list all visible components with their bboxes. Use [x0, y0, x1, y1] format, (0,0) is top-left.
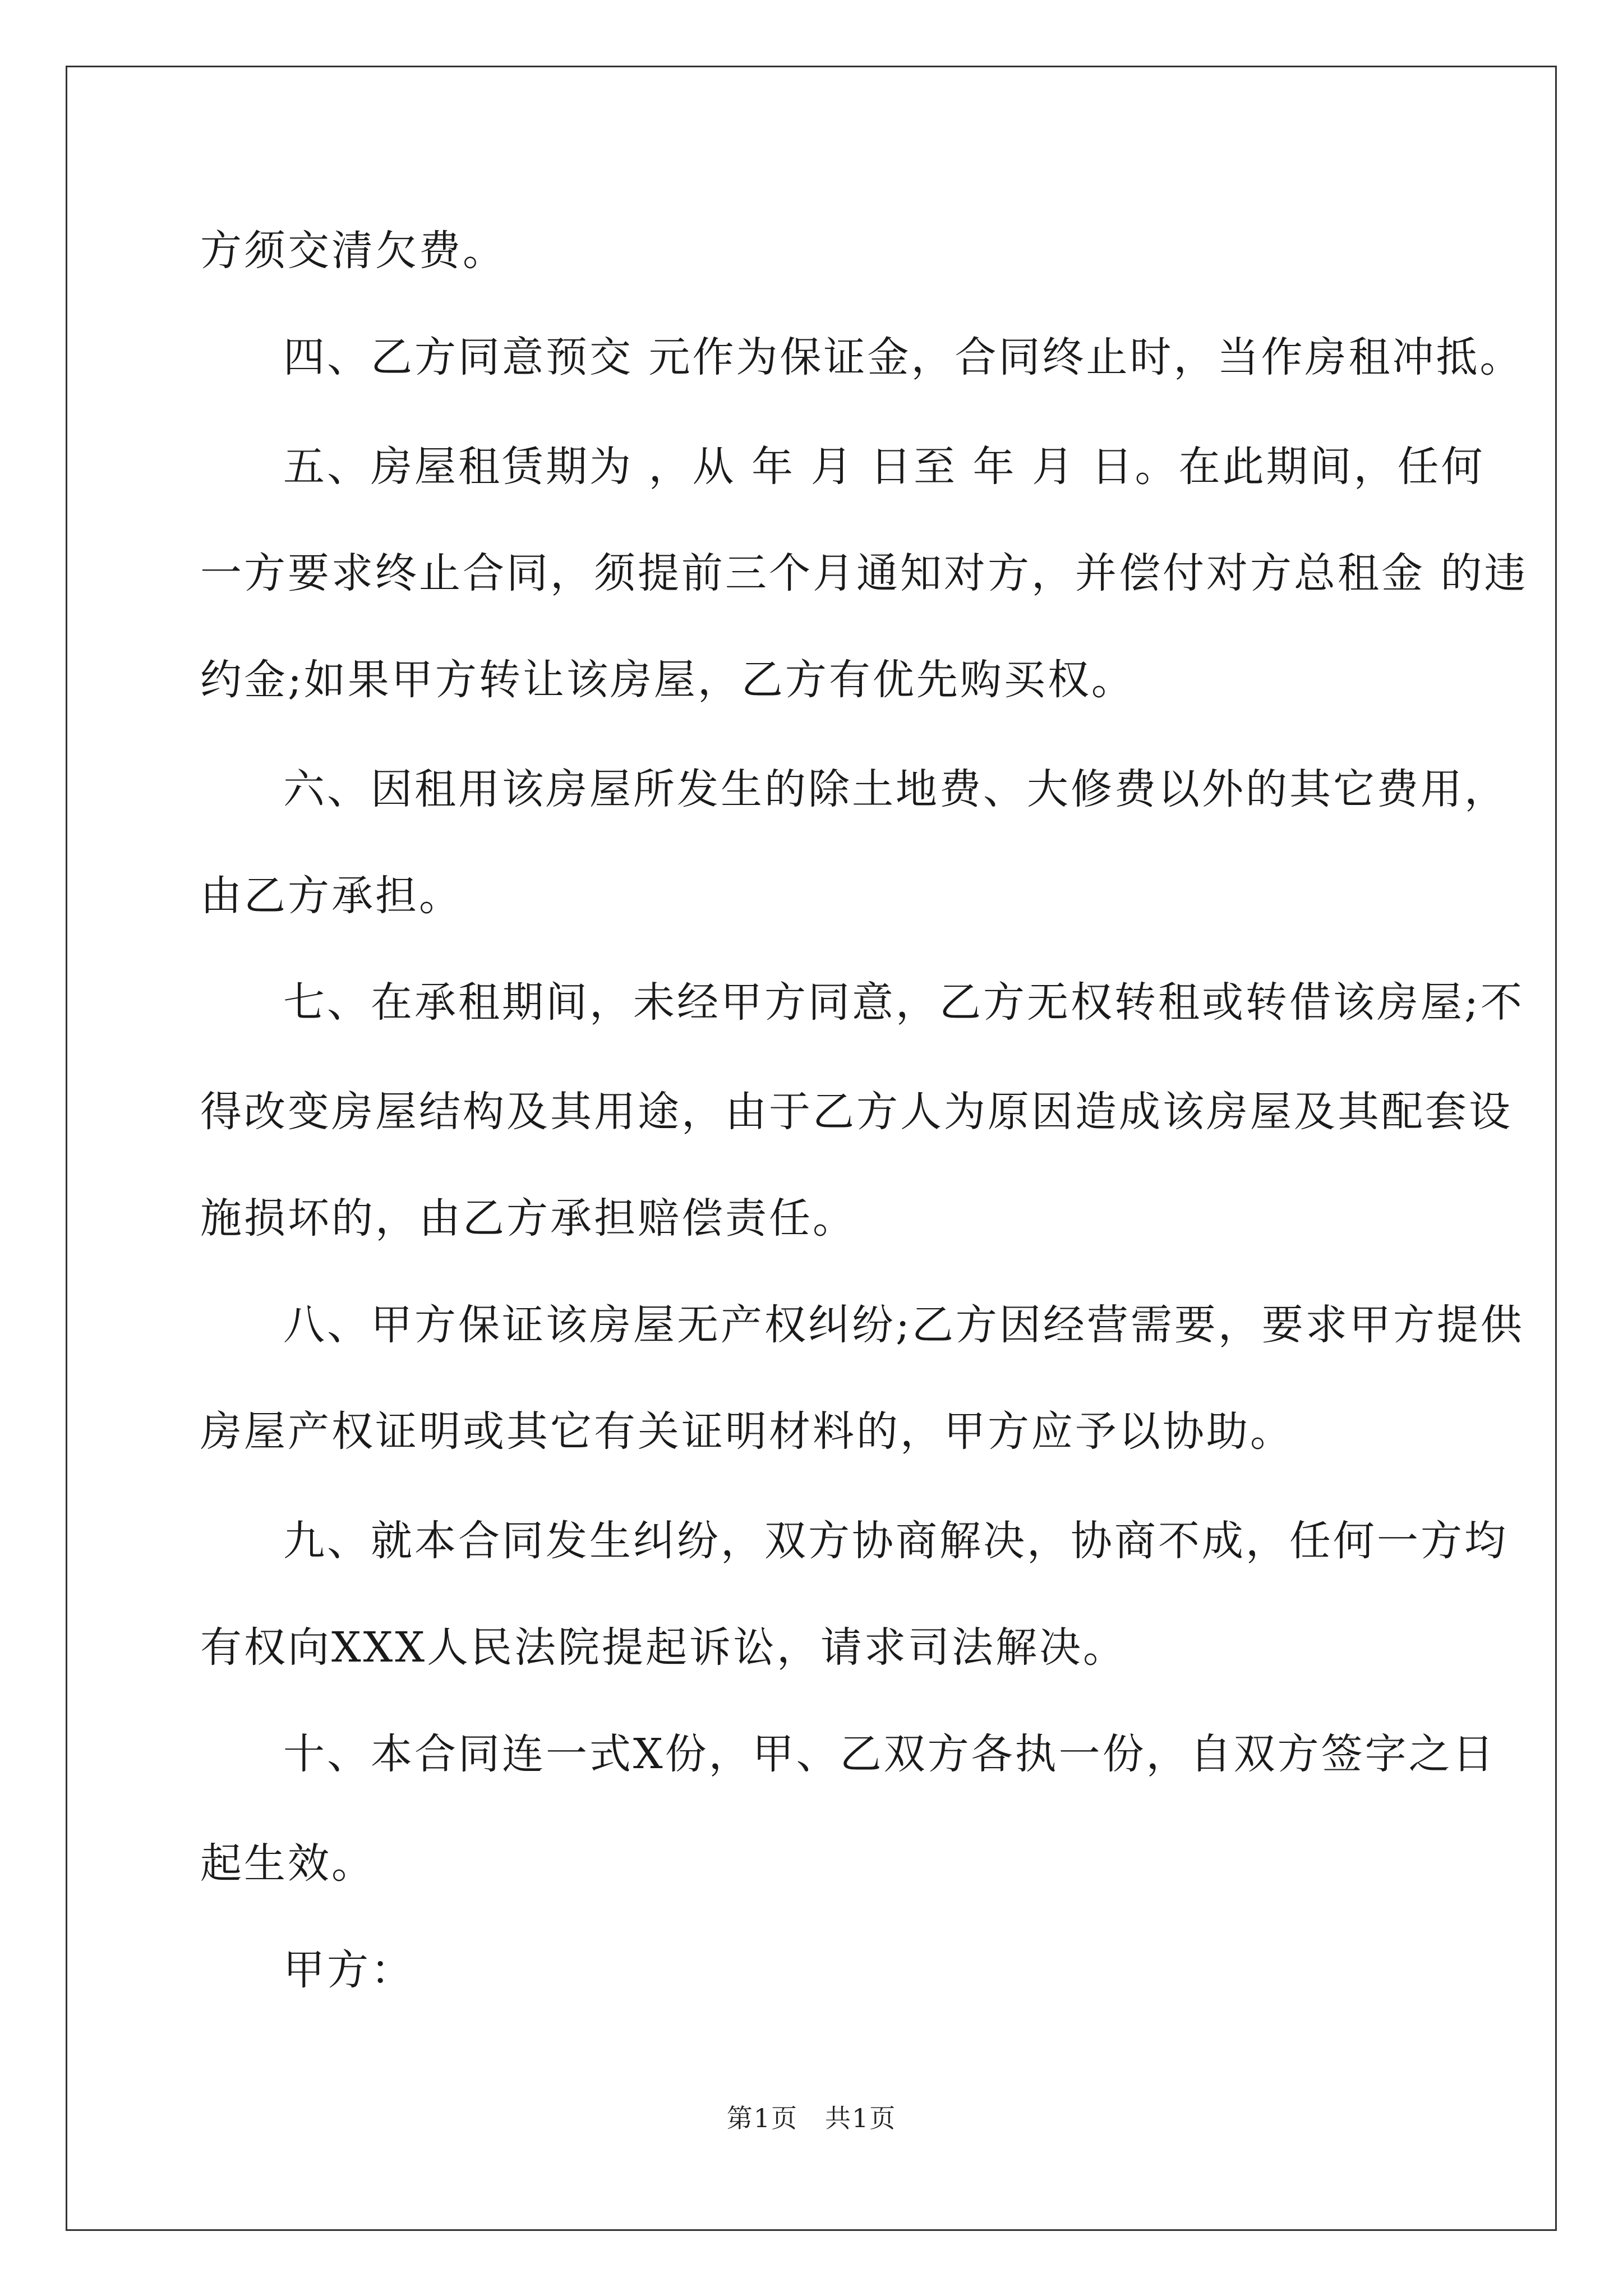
clause-7-line-2: 得改变房屋结构及其用途，由于乙方人为原因造成该房屋及其配套设 — [200, 1088, 1513, 1136]
clause-9-line-2: 有权向XXX人民法院提起诉讼，请求司法解决。 — [200, 1623, 1127, 1672]
clause-5-line-1: 五、房屋租赁期为 ，从 年 月 日至 年 月 日。在此期间，任何 — [283, 443, 1485, 491]
clause-4-line-1: 四、乙方同意预交 元作为保证金，合同终止时，当作房租冲抵。 — [283, 333, 1524, 381]
clause-6-line-2: 由乙方承担。 — [200, 872, 463, 920]
clause-5-line-3: 约金;如果甲方转让该房屋，乙方有优先购买权。 — [200, 656, 1135, 704]
clause-10-line-1: 十、本合同连一式X份，甲、乙双方各执一份，自双方签字之日 — [283, 1730, 1496, 1778]
clause-8-line-2: 房屋产权证明或其它有关证明材料的，甲方应予以协助。 — [200, 1407, 1294, 1456]
clause-6-line-1: 六、因租用该房屋所发生的除土地费、大修费以外的其它费用， — [283, 765, 1508, 813]
clause-8-line-1: 八、甲方保证该房屋无产权纠纷;乙方因经营需要，要求甲方提供 — [283, 1301, 1524, 1349]
clause-7-line-3: 施损坏的，由乙方承担赔偿责任。 — [200, 1194, 856, 1243]
clause-7-line-1: 七、在承租期间，未经甲方同意，乙方无权转租或转借该房屋;不 — [283, 978, 1524, 1027]
clause-9-line-1: 九、就本合同发生纠纷，双方协商解决，协商不成，任何一方均 — [283, 1517, 1508, 1565]
page-border — [66, 66, 1557, 2231]
text-line-1: 方须交清欠费。 — [200, 227, 506, 275]
clause-5-line-2: 一方要求终止合同，须提前三个月通知对方，并偿付对方总租金 的违 — [200, 549, 1528, 597]
page-number-footer: 第1页 共1页 — [726, 2103, 897, 2133]
party-a-label: 甲方： — [283, 1946, 414, 1994]
clause-10-line-2: 起生效。 — [200, 1839, 375, 1888]
